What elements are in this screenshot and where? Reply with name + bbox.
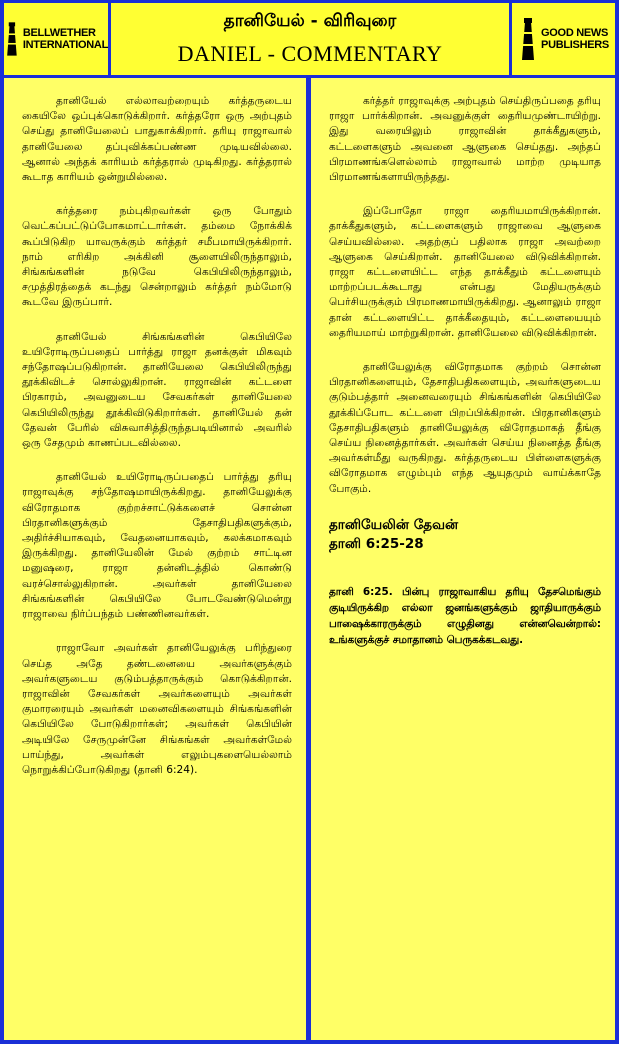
paragraph: தானியேல் உயிரோடிருப்பதைப் பார்த்து தரியு ராஜாவுக்கு சந்தோஷமாயிருக்கிறது. தானியேலுக்கு விரோதமாக குற்றச்சாட்டுக்களைச் சொன்ன பிரதானிகளுக்கும் தேசாதிபதிகளுக்கும், அதிர்ச்சியாகவும், வேதனையாகவும், கலக்கமாகவும் இருக்கிறது. தானியேலின் மேல் குற்றம் சாட்டின மனுஷரை, ராஜா தன்னிடத்தில் கொண்டு வரச்சொல்லுகிறான். அவர்கள் தானியேலை சிங்கங்களின் கெபியிலே போடவேண்டுமென்று ராஜாவை நிர்ப்பந்தம் பண்ணினவர்கள்.	[22, 471, 292, 621]
scripture-verse: தானி 6:25. பின்பு ராஜாவாகிய தரியு தேசமெங்கும் குடியிருக்கிற எல்லா ஜனங்களுக்கும் ஜாதியாருக்கும் பாஷைக்காரருக்கும் எழுதினது என்னவென்றால்: உங்களுக்குச் சமாதானம் பெருகக்கடவது.	[329, 585, 601, 646]
paragraph: தானியேல் எல்லாவற்றையும் கர்த்தருடைய கையிலே ஒப்புக்கொடுக்கிறார். கர்த்தரோ ஒரு அற்புதம் செய்து தானியேலைப் பாதுகாக்கிறார். தரியு ராஜாவால் தானியேலை தப்புவிக்கப்பண்ண முடியவில்லை. ஆனால் அந்தக் காரியம் கர்த்தரால் முடிகிறது. கர்த்தரால் கூடாத காரியம் ஒன்றுமில்லை.	[22, 95, 292, 184]
paragraph: இப்போதோ ராஜா தைரியமாயிருக்கிறான். தாக்கீதுகளும், கட்டளைகளும் ராஜாவை ஆளுகை செய்யவில்லை. அதற்குப் பதிலாக ராஜா அவற்றை ஆளுகை செய்கிறான். தானியேலை விடுவிக்கிறான். ராஜா கட்டளையிட்ட எந்த தாக்கீதும் கட்டளையும் மாற்றப்படக்கூடாது என்பது மேதியருக்கும் பெர்சியருக்கும் பிரமாணமாயிருக்கிறது. ஆனாலும் ராஜா தான் கட்டளையிட்ட தாக்கீதையும், கட்டளையையும் தைரியமாய் மாற்றுகிறான். தானியேலை விடுவிக்கிறான்.	[329, 205, 601, 339]
right-column	[311, 78, 615, 1040]
paragraph: தானியேலுக்கு விரோதமாக குற்றம் சொன்ன பிரதானிகளையும், தேசாதிபதிகளையும், அவர்களுடைய குடும்பத்தார் அனைவரையும் சிங்கங்களின் கெபியிலே தூக்கிப்போட கட்டளை பிறப்பிக்கிறான். பிரதானிகளும் தேசாதிபதிகளும் தானியேலுக்கு விரோதமாகத் தீங்கு செய்ய நினைத்தார்கள். அவர்கள் செய்ய நினைத்த தீங்கு அவர்கள்மீது வருகிறது. கர்த்தருடைய பிள்ளைகளுக்கு விரோதமாக எழும்பும் எந்த ஆயுதமும் வாய்க்காதே போகும்.	[329, 361, 601, 495]
right-logo-line2: PUBLISHERS	[541, 39, 609, 51]
paragraph: ராஜாவோ அவர்கள் தானியேலுக்கு பரிந்துரை செய்த அதே தண்டனையை அவர்களுக்கும் அவர்களுடைய குடும்பத்தாருக்கும் கொடுக்கிறான். ராஜாவின் சேவகர்கள் அவர்களையும் அவர்கள் குமாரரையும் அவர்கள் மனைவிகளையும் சிங்கங்களின் கெபியிலே போடுகிறார்கள்; அவர்கள் கெபியின் அடியிலே சேருமுன்னே சிங்கங்கள் அவர்கள்மேல் பாய்ந்து, அவர்கள் எலும்புகளையெல்லாம் நொறுக்கிப்போடுகிறது (தானி 6:24).	[22, 642, 292, 776]
paragraph: தானியேல் சிங்கங்களின் கெபியிலே உயிரோடிருப்பதைப் பார்த்து ராஜா தனக்குள் மிகவும் சந்தோஷப்படுகிறான். தானியேலை கெபியிலிருந்து தூக்கிவிடச் சொல்லுகிறான். ராஜாவின் கட்டளை பிரகாரம், அவனுடைய சேவகர்கள் தானியேலை கெபியிலிருந்து தூக்கிவிடுகிறார்கள். தானியேல் தன் தேவன் பேரில் விசுவாசித்திருந்தபடியினால் அவரில் ஒரு சேதமும் காணப்படவில்லை.	[22, 330, 292, 450]
left-logo-line2: INTERNATIONAL	[22, 39, 108, 51]
left-column	[4, 78, 306, 1040]
section-heading	[329, 516, 601, 554]
right-logo	[512, 3, 615, 75]
left-logo-line1: BELLWETHER	[22, 27, 96, 39]
left-logo	[4, 3, 108, 75]
paragraph: கர்த்தர் ராஜாவுக்கு அற்புதம் செய்திருப்பதை தரியு ராஜா பார்க்கிறான். அவனுக்குள் தைரியமுண்டாயிற்று. இது வரையிலும் ராஜாவின் தாக்கீதுகளும், கட்டளைகளும் அவனை ஆளுகை செய்தது. அந்தப் பிரமாணங்களெல்லாம் ராஜாவால் மாற்ற முடியாத பிரமாணங்களாயிருந்தது.	[329, 95, 601, 184]
right-logo-line1: GOOD NEWS	[541, 27, 609, 39]
lighthouse-icon	[4, 16, 20, 62]
paragraph: கர்த்தரை நம்புகிறவர்கள் ஒரு போதும் வெட்கப்பட்டுப்போகமாட்டார்கள். தம்மை நோக்கிக் கூப்பிடுகிற யாவருக்கும் கர்த்தர் சமீபமாயிருக்கிறார். நாம் எரிகிற அக்கினி சூளையிலிருந்தாலும், சிங்கங்களின் நடுவே கெபியிலிருந்தாலும், சமுத்திரத்தைக் கடந்து சென்றாலும் கர்த்தர் நம்மோடு கூடவே இருப்பார்.	[22, 205, 292, 309]
heading-reference: தானி 6:25-28	[329, 535, 424, 552]
title-block	[111, 3, 509, 75]
title-tamil: தானியேல் - விரிவுரை	[223, 11, 397, 31]
heading-title: தானியேலின் தேவன்	[329, 516, 459, 533]
title-english: DANIEL - COMMENTARY	[177, 41, 443, 66]
lighthouse-icon	[518, 16, 538, 62]
